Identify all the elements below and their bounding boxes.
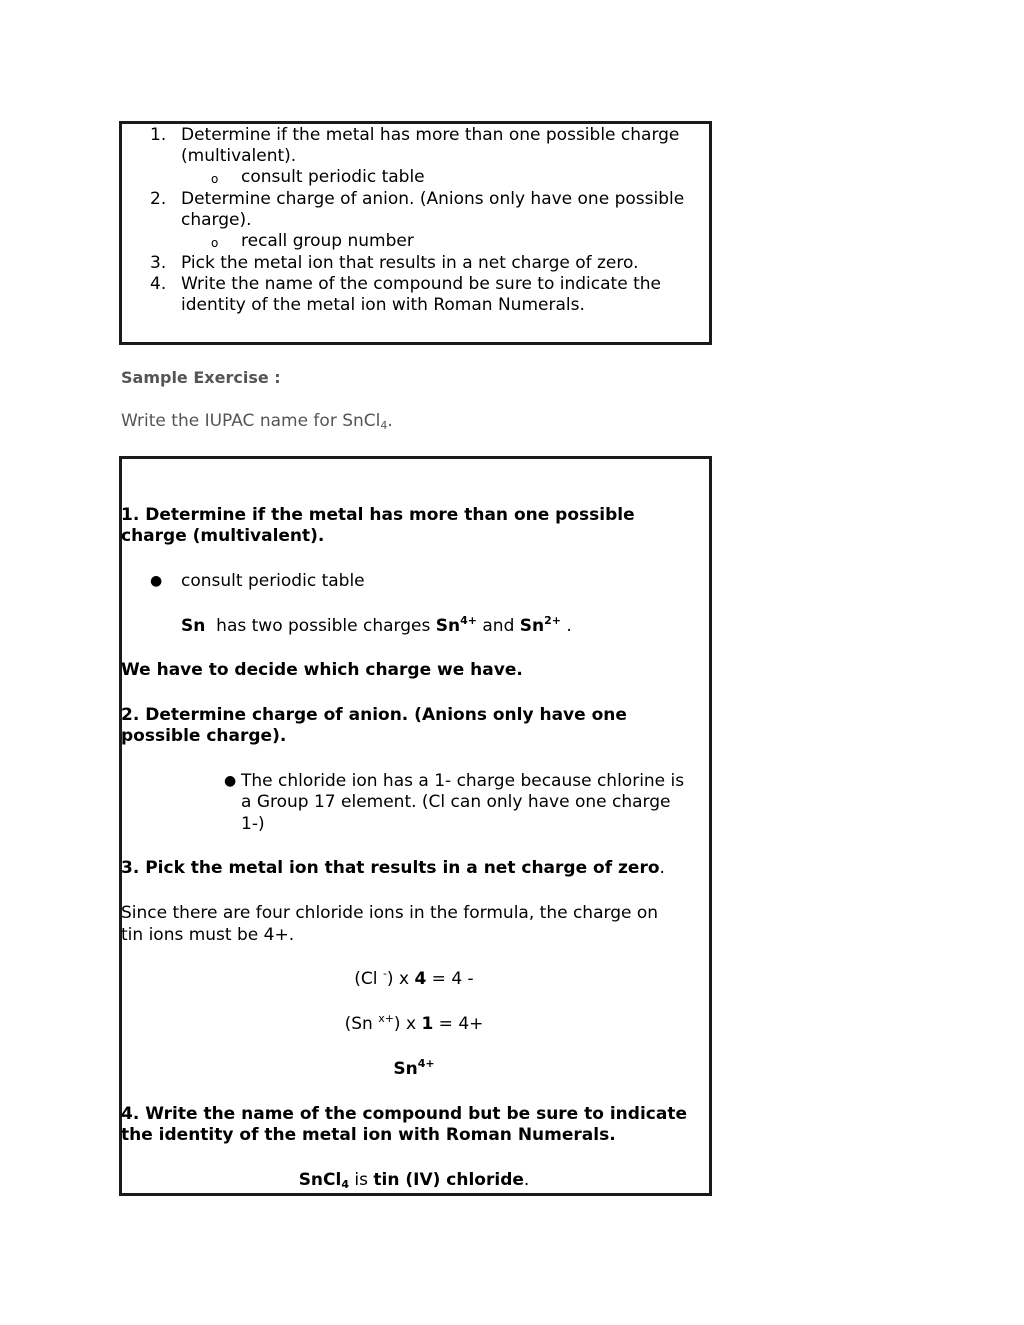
solution-step2-heading: 2. Determine charge of anion. (Anions only have one xyxy=(121,705,627,725)
step-text: Write the name of the compound be sure to indicate the xyxy=(181,274,661,294)
final-answer: SnCl$_4$ is tin (IV) chloride. xyxy=(298,1170,530,1191)
step-text: identity of the metal ion with Roman Numerals. xyxy=(181,295,585,315)
solution-step2-heading: possible charge). xyxy=(121,726,287,746)
bullet-icon: ● xyxy=(150,573,163,589)
solution-step4-heading: 4. Write the name of the compound but be sure to indicate xyxy=(121,1104,687,1124)
step-text: Pick the metal ion that results in a net charge of zero. xyxy=(181,253,639,273)
result-ion: $Sn^{4+}$ xyxy=(393,1057,435,1079)
equation-chloride: (Cl -) x 4 = 4 - xyxy=(354,967,474,989)
sample-question: Write the IUPAC name for SnCl$_4$. xyxy=(121,411,393,432)
step-number: 1. xyxy=(150,125,167,145)
sn-charges-line: Sn has two possible charges $Sn^{4+}$ and $Sn^{2+}$ . xyxy=(181,614,572,636)
step-text: Determine charge of anion. (Anions only have one possible xyxy=(181,189,685,209)
sub-item: consult periodic table xyxy=(241,167,425,187)
step-text: (multivalent). xyxy=(181,146,297,166)
sample-heading: Sample Exercise : xyxy=(121,368,281,387)
bullet-icon: ● xyxy=(224,773,237,789)
step-number: 2. xyxy=(150,189,167,209)
equation-tin: (Sn $^{x+}$) x 1 = 4+ xyxy=(344,1012,484,1034)
solution-step1-heading: charge (multivalent). xyxy=(121,526,325,546)
explanation-text: Since there are four chloride ions in the formula, the charge on xyxy=(121,903,659,923)
step-text: charge). xyxy=(181,210,252,230)
bullet-text: The chloride ion has a 1- charge because chlorine is xyxy=(241,771,685,791)
sub-item: recall group number xyxy=(241,231,414,251)
sub-bullet-icon: o xyxy=(211,236,219,250)
step-text: Determine if the metal has more than one possible charge xyxy=(181,125,680,145)
sub-bullet-icon: o xyxy=(211,172,219,186)
step-number: 4. xyxy=(150,274,167,294)
bullet-text: consult periodic table xyxy=(181,571,365,591)
decide-text: We have to decide which charge we have. xyxy=(121,660,523,680)
solution-step4-heading: the identity of the metal ion with Roman Numerals. xyxy=(121,1125,616,1145)
solution-step1-heading: 1. Determine if the metal has more than one possible xyxy=(121,505,635,525)
step-number: 3. xyxy=(150,253,167,273)
solution-step3-heading: 3. Pick the metal ion that results in a net charge of zero. xyxy=(121,858,665,878)
solution-box xyxy=(119,456,712,1196)
explanation-text: tin ions must be 4+. xyxy=(121,925,295,945)
bullet-text: 1-) xyxy=(241,814,265,834)
bullet-text: a Group 17 element. (Cl can only have one charge xyxy=(241,792,671,812)
